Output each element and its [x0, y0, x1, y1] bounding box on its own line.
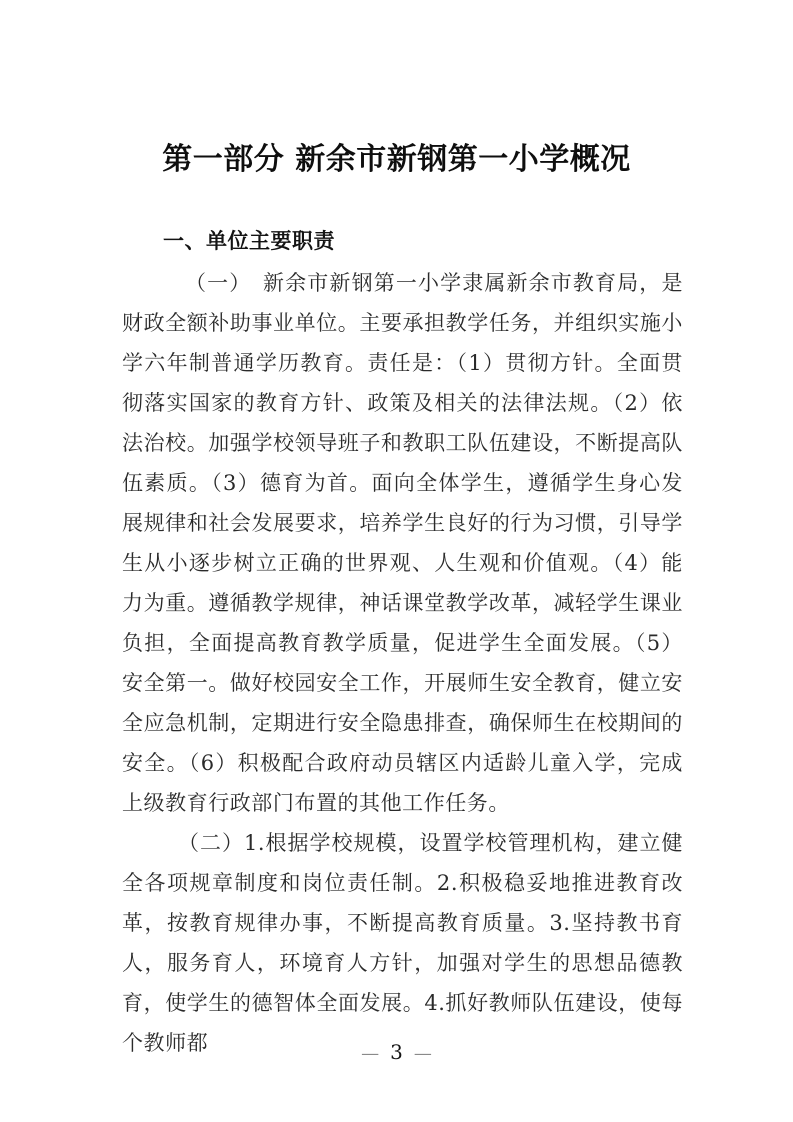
page-number: [0, 1038, 793, 1068]
footer-dash-left: —: [361, 1043, 380, 1064]
footer-page-number: 3: [390, 1040, 403, 1064]
body-paragraph-2: （二）1.根据学校规模，设置学校管理机构，建立健全各项规章制度和岗位责任制。2.积极稳妥地推进教育改革，按教育规律办事，不断提高教育质量。3.坚持教书育人，服务育人，环境育人方针，加强对学生的思想品德教育，使学生的德智体全面发展。4.抓好教师队伍建设，使每个教师都: [122, 831, 683, 1055]
footer-dash-right: —: [413, 1043, 432, 1064]
document-body: [0, 263, 793, 1063]
section-heading: 一、单位主要职责: [163, 229, 335, 253]
page-title: 第一部分 新余市新钢第一小学概况: [162, 142, 631, 177]
body-paragraph-1: （一） 新余市新钢第一小学隶属新余市教育局，是财政全额补助事业单位。主要承担教学任务，并组织实施小学六年制普通学历教育。责任是：（1）贯彻方针。全面贯彻落实国家的教育方针、政策及相关的法律法规。（2）依法治校。加强学校领导班子和教职工队伍建设，不断提高队伍素质。（3）德育为首。面向全体学生，遵循学生身心发展规律和社会发展要求，培养学生良好的行为习惯，引导学生从小逐步树立正确的世界观、人生观和价值观。（4）能力为重。遵循教学规律，神话课堂教学改革，减轻学生课业负担，全面提高教育教学质量，促进学生全面发展。（5）安全第一。做好校园安全工作，开展师生安全教育，健立安全应急机制，定期进行安全隐患排查，确保师生在校期间的安全。（6）积极配合政府动员辖区内适龄儿童入学，完成上级教育行政部门布置的其他工作任务。: [122, 271, 683, 815]
